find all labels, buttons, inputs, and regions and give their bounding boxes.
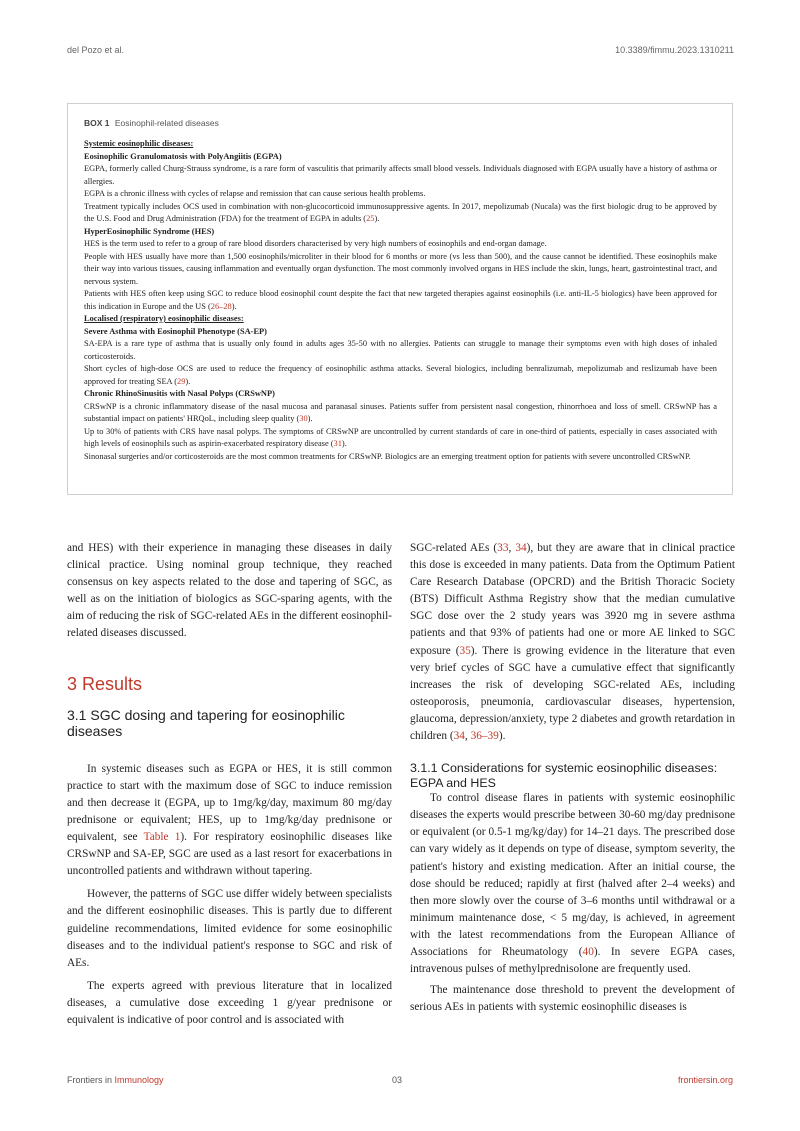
box-crswnp-paragraph-3: Sinonasal surgeries and/or corticosteroids are the most common treatments for CRSwNP. Biologics are an emerging treatment option for patients with severe uncontrolled CRSwNP.: [84, 451, 691, 461]
box-saep-paragraph-2: Short cycles of high-dose OCS are used to reduce the frequency of eosinophilic asthma attacks. Several biologics, including benralizumab, mepolizumab and reslizumab have been approved for treating SEA (29).: [84, 364, 717, 386]
box-egpa-paragraph-2: EGPA is a chronic illness with cycles of relapse and remission that can cause serious health problems.: [84, 189, 426, 198]
box-localised-heading: Localised (respiratory) eosinophilic diseases:: [84, 314, 244, 323]
body-paragraph: SGC-related AEs (33, 34), but they are aware that in clinical practice this dose is exceeded in many patients. Data from the Optimum Patient Care Research Database (OPCRD) and the British Thoracic Society (BTS) Difficult Asthma Registry show that the median cumulative SGC dose over the 2 study years was 3920 mg in severe asthma patients and that 93% of patients had one or more AE linked to SGC exposure (35). There is growing evidence in the literature that even very brief cycles of SGC have a cumulative effect that significantly increases the risk of developing SGC-related AEs, including osteoporosis, pneumonia, cardiovascular diseases, hypertension, glaucoma, depression/anxiety, type 2 diabetes and growth retardation in children (34, 36–39).: [410, 542, 735, 743]
body-paragraph: The experts agreed with previous literature that in localized diseases, a cumulative dose exceeding 1 g/year prednisone or equivalent is indicative of poor control and is associated with: [67, 979, 392, 1026]
table-link[interactable]: Table 1: [143, 831, 181, 844]
citation-link[interactable]: 31: [333, 439, 342, 448]
box-egpa-paragraph-1: EGPA, formerly called Churg-Strauss syndrome, is a rare form of vasculitis that primarily affects small blood vessels. Individuals diagnosed with EGPA usually have a history of asthma or allergies.: [84, 164, 717, 186]
citation-link[interactable]: 33: [497, 542, 509, 554]
box-crswnp-paragraph-1: CRSwNP is a chronic inflammatory disease of the nasal mucosa and paranasal sinuses. Patients suffer from persistent nasal congestion, rhinorrhoea and loss of smell. CRSwNP has a substantial impact on patients' HRQoL, including sleep quality (30).: [84, 401, 717, 423]
running-header-doi: 10.3389/fimmu.2023.1310211: [615, 45, 734, 55]
body-paragraph: The maintenance dose threshold to prevent the development of serious AEs in patients with systemic eosinophilic diseases is: [410, 984, 735, 1014]
journal-name: Immunology: [114, 1075, 164, 1085]
box-egpa-heading: Eosinophilic Granulomatosis with PolyAngiitis (EGPA): [84, 151, 282, 161]
running-header-authors: del Pozo et al.: [67, 45, 125, 55]
box-egpa-paragraph-3: Treatment typically includes OCS used in combination with non-glucocorticoid immunosuppressive agents. In 2017, mepolizumab (Nucala) was the first biologic drug to be approved by the U.S. Food and Drug Administration (FDA) for the treatment of EGPA in adults (25).: [84, 201, 717, 223]
box-systemic-heading: Systemic eosinophilic diseases:: [84, 139, 194, 148]
box-title-text: Eosinophil-related diseases: [114, 118, 219, 128]
citation-link[interactable]: 25: [366, 214, 375, 223]
section-heading-results: 3 Results: [67, 673, 143, 694]
body-paragraph: To control disease flares in patients with systemic eosinophilic diseases the experts would prescribe between 30-60 mg/day prednisone or equivalent (or 0.5-1 mg/kg/day) for 14–21 days. The prescribed dose can vary widely as it depends on type of disease, symptom severity, the patient's history and existing medication. After an initial course, the dose should be reduced; rapidly at first (halved after 2–4 weeks) and then more slowly over the course of 3–6 months until withdrawal or a minimum maintenance dose, < 5 mg/day, is achieved, in agreement with the latest recommendations from the European Alliance of Associations for Rheumatology (40). In severe EGPA cases, intravenous pulses of methylprednisolone are frequently used.: [410, 792, 735, 976]
box-saep-paragraph-1: SA-EPA is a rare type of asthma that is usually only found in adults ages 35-50 with no allergies. Patients can struggle to manage their symptoms even with high doses of inhaled corticosteroids.: [84, 339, 717, 361]
intro-paragraph: and HES) with their experience in managing these diseases in daily clinical practice. Using nominal group technique, they reached consensus on key aspects related to the dose and tapering of SGC, as well as on the initiation of biologics as SGC-sparing agents, with the aim of reducing the risk of SGC-related AEs in the different eosinophil-related diseases discussed.: [67, 542, 392, 640]
box-hes-paragraph-2: People with HES usually have more than 1,500 eosinophils/microliter in their blood for 6 months or more (vs less than 500), and the cause cannot be identified. These eosinophils make their way into various tissues, causing inflammation and eventually organ dysfunction. The most commonly involved organs in HES include the skin, lungs, heart, gastrointestinal tract, and nervous system.: [84, 251, 717, 286]
body-paragraph: However, the patterns of SGC use differ widely between specialists and the different eosinophilic diseases. This is partly due to different guideline recommendations, limited evidence for some eosinophilic diseases and to the individual patient's response to SGC and risk of AEs.: [67, 888, 392, 969]
box-title: [84, 118, 717, 128]
box-eosinophil-diseases: [67, 103, 733, 495]
box-crswnp-paragraph-2: Up to 30% of patients with CRS have nasal polyps. The symptoms of CRSwNP are uncontrolled by current standards of care in one-third of patients, especially in cases associated with high levels of eosinophils such as aspirin-exacerbated respiratory disease (31).: [84, 426, 717, 448]
citation-link[interactable]: 35: [459, 644, 471, 657]
box-crswnp-heading: Chronic RhinoSinusitis with Nasal Polyps (CRSwNP): [84, 389, 275, 398]
citation-link[interactable]: 29: [177, 376, 186, 386]
box-saep-heading: Severe Asthma with Eosinophil Phenotype (SA-EP): [84, 326, 267, 336]
footer-site-link[interactable]: frontiersin.org: [677, 1075, 733, 1085]
citation-link[interactable]: 40: [582, 945, 594, 958]
subsection-heading: 3.1 SGC dosing and tapering for eosinophilic diseases: [67, 706, 345, 739]
body-paragraph: In systemic diseases such as EGPA or HES, it is still common practice to start with the maximum dose of SGC to induce remission and then decrease it (EGPA, up to 1mg/kg/day, maximum 80 mg/day prednisone or equivalent; HES, up to 1mg/kg/day prednisone or equivalent, see Table 1). For respiratory eosinophilic diseases like CRSwNP and SA-EP, SGC are used as a last resort for exacerbations in uncontrolled patients and withdrawn without tapering.: [67, 762, 392, 878]
box-body: [84, 138, 717, 463]
citation-link[interactable]: 36–39: [470, 730, 499, 743]
citation-link[interactable]: 26–28: [210, 301, 232, 311]
citation-link[interactable]: 34: [515, 542, 527, 554]
page-number: 03: [392, 1075, 403, 1085]
right-column: [410, 540, 735, 1016]
box-hes-paragraph-3: Patients with HES often keep using SGC to reduce blood eosinophil count despite the fact that new targeted therapies against eosinophils (i.e. anti-IL-5 biologics) have been approved for this indication in Europe and the US (26–28).: [84, 289, 717, 311]
box-hes-heading: HyperEosinophilic Syndrome (HES): [84, 226, 215, 236]
citation-link[interactable]: 30: [299, 414, 308, 423]
left-column: [67, 540, 392, 1029]
footer-journal: Frontiers in Immunology: [67, 1075, 164, 1085]
box-label: BOX 1: [84, 118, 110, 128]
box-hes-paragraph-1: HES is the term used to refer to a group of rare blood disorders characterised by very high numbers of eosinophils and end-organ damage.: [84, 239, 547, 248]
subsubsection-heading: 3.1.1 Considerations for systemic eosinophilic diseases: EGPA and HES: [410, 761, 718, 790]
citation-link[interactable]: 34: [453, 730, 465, 743]
